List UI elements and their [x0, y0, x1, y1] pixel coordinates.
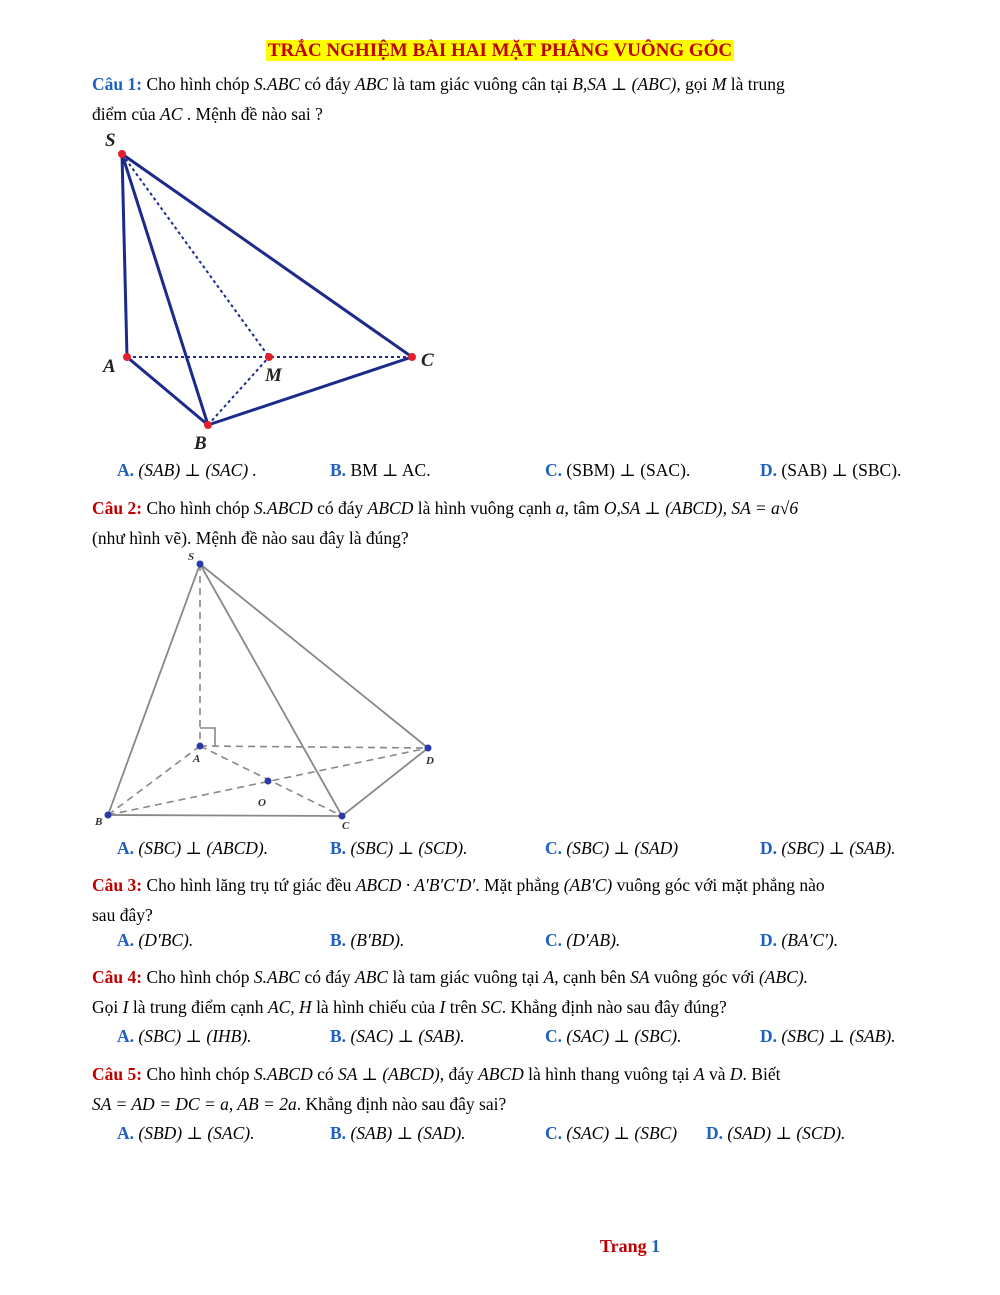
- q5-option-a[interactable]: A. (SBD) ⊥ (SAC).: [117, 1123, 255, 1143]
- label-A: A: [193, 753, 201, 765]
- q1-option-a[interactable]: A. (SAB) ⊥ (SAC) .: [117, 460, 257, 480]
- edge-AB-dashed: [108, 746, 200, 815]
- q1-pyramid-figure: [95, 128, 455, 458]
- label-C: C: [342, 820, 350, 832]
- label-O: O: [258, 797, 266, 809]
- q2-option-c[interactable]: C. (SBC) ⊥ (SAD): [545, 838, 679, 858]
- q2-label: Câu 2:: [92, 498, 143, 518]
- label-B: B: [95, 816, 103, 828]
- q2-option-d[interactable]: D. (SBC) ⊥ (SAB).: [760, 838, 896, 858]
- point-D: [425, 745, 432, 752]
- point-S: [197, 561, 204, 568]
- edge-SC: [122, 154, 412, 357]
- point-S: [118, 150, 126, 158]
- q3-label: Câu 3:: [92, 875, 143, 895]
- q5-option-d[interactable]: D. (SAD) ⊥ (SCD).: [706, 1123, 846, 1143]
- label-S: S: [188, 551, 195, 563]
- edge-AD-dashed: [200, 746, 428, 748]
- q4-option-a[interactable]: A. (SBC) ⊥ (IHB).: [117, 1026, 252, 1046]
- q4-line1: Câu 4: Cho hình chóp S.ABC có đáy ABC là tam giác vuông tại A, cạnh bên SA vuông góc với (ABC).: [92, 967, 809, 987]
- q1-label: Câu 1:: [92, 74, 143, 94]
- q1-line1: Câu 1: Cho hình chóp S.ABC có đáy ABC là tam giác vuông cân tại B,SA ⊥ (ABC), gọi M là trung: [92, 74, 785, 94]
- edge-BC: [208, 357, 412, 425]
- edge-SB: [108, 564, 200, 815]
- edge-SB: [122, 154, 208, 425]
- label-S: S: [105, 130, 116, 151]
- q3-option-a[interactable]: A. (D′BC).: [117, 930, 194, 950]
- label-M: M: [265, 365, 282, 386]
- q2-option-b[interactable]: B. (SBC) ⊥ (SCD).: [330, 838, 468, 858]
- label-D: D: [426, 755, 434, 767]
- edge-SC: [200, 564, 342, 816]
- label-A: A: [103, 356, 116, 377]
- point-A: [123, 353, 131, 361]
- point-C: [408, 353, 416, 361]
- q3-line1: Câu 3: Cho hình lăng trụ tứ giác đều ABCD · A′B′C′D′. Mặt phẳng (AB′C) vuông góc với mặt phẳng nào: [92, 875, 825, 895]
- q1-option-d[interactable]: D. (SAB) ⊥ (SBC).: [760, 460, 902, 480]
- edge-SD: [200, 564, 428, 748]
- q4-option-c[interactable]: C. (SAC) ⊥ (SBC).: [545, 1026, 682, 1046]
- q4-line2: Gọi I là trung điểm cạnh AC, H là hình chiếu của I trên SC. Khẳng định nào sau đây đúng?: [92, 997, 727, 1017]
- edge-SA: [122, 154, 127, 357]
- q4-label: Câu 4:: [92, 967, 143, 987]
- q1-option-c[interactable]: C. (SBM) ⊥ (SAC).: [545, 460, 691, 480]
- q4-option-b[interactable]: B. (SAC) ⊥ (SAB).: [330, 1026, 465, 1046]
- point-A: [197, 743, 204, 750]
- point-O: [265, 778, 272, 785]
- q5-line2: SA = AD = DC = a, AB = 2a. Khẳng định nào sau đây sai?: [92, 1094, 507, 1114]
- document-title: TRẮC NGHIỆM BÀI HAI MẶT PHẲNG VUÔNG GÓC: [267, 40, 733, 61]
- point-B: [204, 421, 212, 429]
- q4-option-d[interactable]: D. (SBC) ⊥ (SAB).: [760, 1026, 896, 1046]
- q3-line2: sau đây?: [92, 905, 153, 925]
- label-C: C: [421, 350, 434, 371]
- q2-line1: Câu 2: Cho hình chóp S.ABCD có đáy ABCD là hình vuông cạnh a, tâm O,SA ⊥ (ABCD), SA = a√6: [92, 498, 799, 518]
- q1-line2: điểm của AC . Mệnh đề nào sai ?: [92, 104, 323, 124]
- edge-SM-dashed: [122, 154, 269, 357]
- q3-option-c[interactable]: C. (D′AB).: [545, 930, 621, 950]
- label-B: B: [194, 433, 207, 454]
- q5-label: Câu 5:: [92, 1064, 143, 1084]
- edge-BC: [108, 815, 342, 816]
- q3-option-d[interactable]: D. (BA′C′).: [760, 930, 839, 950]
- q5-line1: Câu 5: Cho hình chóp S.ABCD có SA ⊥ (ABCD), đáy ABCD là hình thang vuông tại A và D. Biết: [92, 1064, 781, 1084]
- q1-option-b[interactable]: B. BM ⊥ AC.: [330, 460, 431, 480]
- page-footer: Trang 1: [599, 1236, 661, 1256]
- q3-option-b[interactable]: B. (B′BD).: [330, 930, 405, 950]
- point-B: [105, 812, 112, 819]
- q2-line2: (như hình vẽ). Mệnh đề nào sau đây là đúng?: [92, 528, 409, 548]
- right-angle-mark: [200, 728, 215, 746]
- q5-option-c[interactable]: C. (SAC) ⊥ (SBC): [545, 1123, 678, 1143]
- edge-CD: [342, 748, 428, 816]
- q5-option-b[interactable]: B. (SAB) ⊥ (SAD).: [330, 1123, 466, 1143]
- point-M: [265, 353, 273, 361]
- q2-option-a[interactable]: A. (SBC) ⊥ (ABCD).: [117, 838, 269, 858]
- q2-pyramid-figure: [92, 550, 452, 835]
- point-C: [339, 813, 346, 820]
